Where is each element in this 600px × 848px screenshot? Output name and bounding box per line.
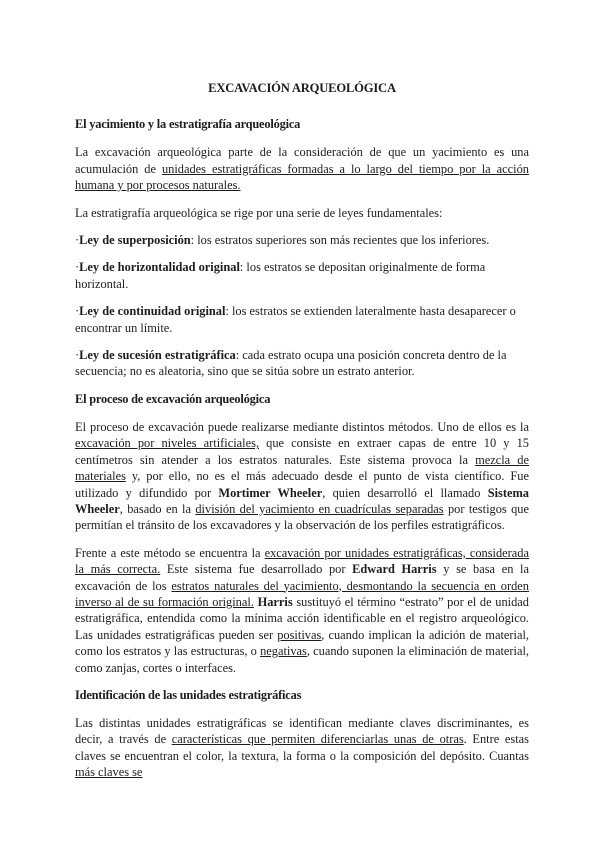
text-run: , quien desarrolló el llamado: [322, 485, 488, 500]
text-run: , cuando suponen la eliminación de material, como zanjas, cortes o interfaces.: [75, 644, 529, 675]
section-heading-identificacion: Identificación de las unidades estratigráficas: [75, 687, 302, 702]
document-title: EXCAVACIÓN ARQUEOLÓGICA: [208, 81, 396, 95]
text-run: y se basa en la excavación de los: [75, 562, 529, 593]
underlined-text: excavación por unidades estratigráficas, considerada la más correcta.: [75, 545, 529, 577]
text-run: , basado en la: [119, 501, 196, 516]
law-text: : los estratos superiores son más recientes que los inferiores.: [190, 233, 490, 248]
law-text: : los estratos se depositan originalmente de forma horizontal.: [75, 260, 486, 291]
bullet: ·: [75, 233, 80, 248]
text-run: sustituyó el término “estrato” por el de unidad estratigráfica, entendida como la mínima acción identificable en el registro arqueológico. Las unidades estratigráficas pueden ser: [75, 594, 529, 642]
section-heading-proceso: El proceso de excavación arqueológica: [75, 391, 271, 406]
bullet: ·: [75, 260, 80, 275]
underlined-text: positivas: [277, 627, 322, 642]
text-run: que consiste en extraer capas de entre 10 y 15 centímetros sin atender a los estratos naturales. Este sistema provoca la: [75, 436, 529, 467]
text-run: La excavación arqueológica parte de la consideración de que un yacimiento es una acumulación de: [75, 145, 529, 176]
law-name: Ley de continuidad original: [79, 304, 226, 319]
text-run: El proceso de excavación puede realizarse mediante distintos métodos. Uno de ellos es la: [75, 419, 529, 434]
law-item: [75, 347, 529, 380]
paragraph-yacimiento-intro: [75, 144, 529, 193]
bold-text: Mortimer Wheeler: [218, 485, 323, 500]
paragraph-leyes-intro: La estratigrafía arqueológica se rige por una serie de leyes fundamentales:: [75, 205, 443, 220]
underlined-text: mezcla de materiales: [75, 452, 529, 484]
underlined-text: negativas: [260, 644, 307, 659]
underlined-text: unidades estratigráficas formadas a lo largo del tiempo por la acción humana y por procesos naturales.: [75, 161, 529, 193]
bold-text: Harris: [257, 594, 293, 609]
text-run: Este sistema fue desarrollado por: [160, 562, 353, 577]
underlined-text: más claves se: [75, 765, 143, 780]
text-run: Frente a este método se encuentra la: [75, 545, 265, 560]
bold-text: Sistema Wheeler: [75, 485, 529, 516]
underlined-text: características que permiten diferenciarlas unas de otras: [171, 732, 464, 747]
law-name: Ley de superposición: [79, 233, 191, 248]
law-text: : cada estrato ocupa una posición concreta dentro de la secuencia; no es aleatoria, sino que se sitúa sobre un estrato anterior.: [75, 348, 507, 379]
underlined-text: división del yacimiento en cuadrículas separadas: [195, 501, 444, 516]
text-run: por testigos que permitían el tránsito de los excavadores y la observación de los perfiles estratigráficos.: [75, 501, 529, 533]
underlined-text: estratos naturales del yacimiento, desmontando la secuencia en orden inverso al de su formación original.: [75, 578, 530, 609]
paragraph-claves-discriminantes: [75, 715, 529, 781]
bullet: ·: [75, 304, 80, 319]
underlined-text: excavación por niveles artificiales,: [75, 436, 260, 451]
law-text: : los estratos se extienden lateralmente hasta desaparecer o encontrar un límite.: [75, 304, 516, 335]
paragraph-niveles-artificiales: [75, 419, 529, 534]
law-item: [75, 259, 529, 292]
paragraph-unidades-estratigraficas: [75, 545, 529, 676]
bold-text: Edward Harris: [352, 562, 437, 577]
document-page: [75, 80, 529, 792]
section-heading-yacimiento: El yacimiento y la estratigrafía arqueológica: [75, 117, 301, 132]
text-run: Las distintas unidades estratigráficas se identifican mediante claves discriminantes, es decir, a través de: [75, 715, 529, 747]
law-name: Ley de sucesión estratigráfica: [79, 348, 236, 363]
text-run: . Entre estas claves se encuentran el color, la textura, la forma o la composición del depósito. Cuantas: [75, 732, 529, 763]
bullet: ·: [75, 348, 80, 363]
law-item: [75, 303, 529, 336]
law-item: [75, 232, 529, 248]
text-run: y, por ello, no es el más adecuado desde el punto de vista científico. Fue utilizado y difundido por: [75, 469, 529, 500]
law-name: Ley de horizontalidad original: [79, 260, 240, 275]
text-run: , cuando implican la adición de material, como los estratos y las estructuras, o: [75, 627, 529, 659]
